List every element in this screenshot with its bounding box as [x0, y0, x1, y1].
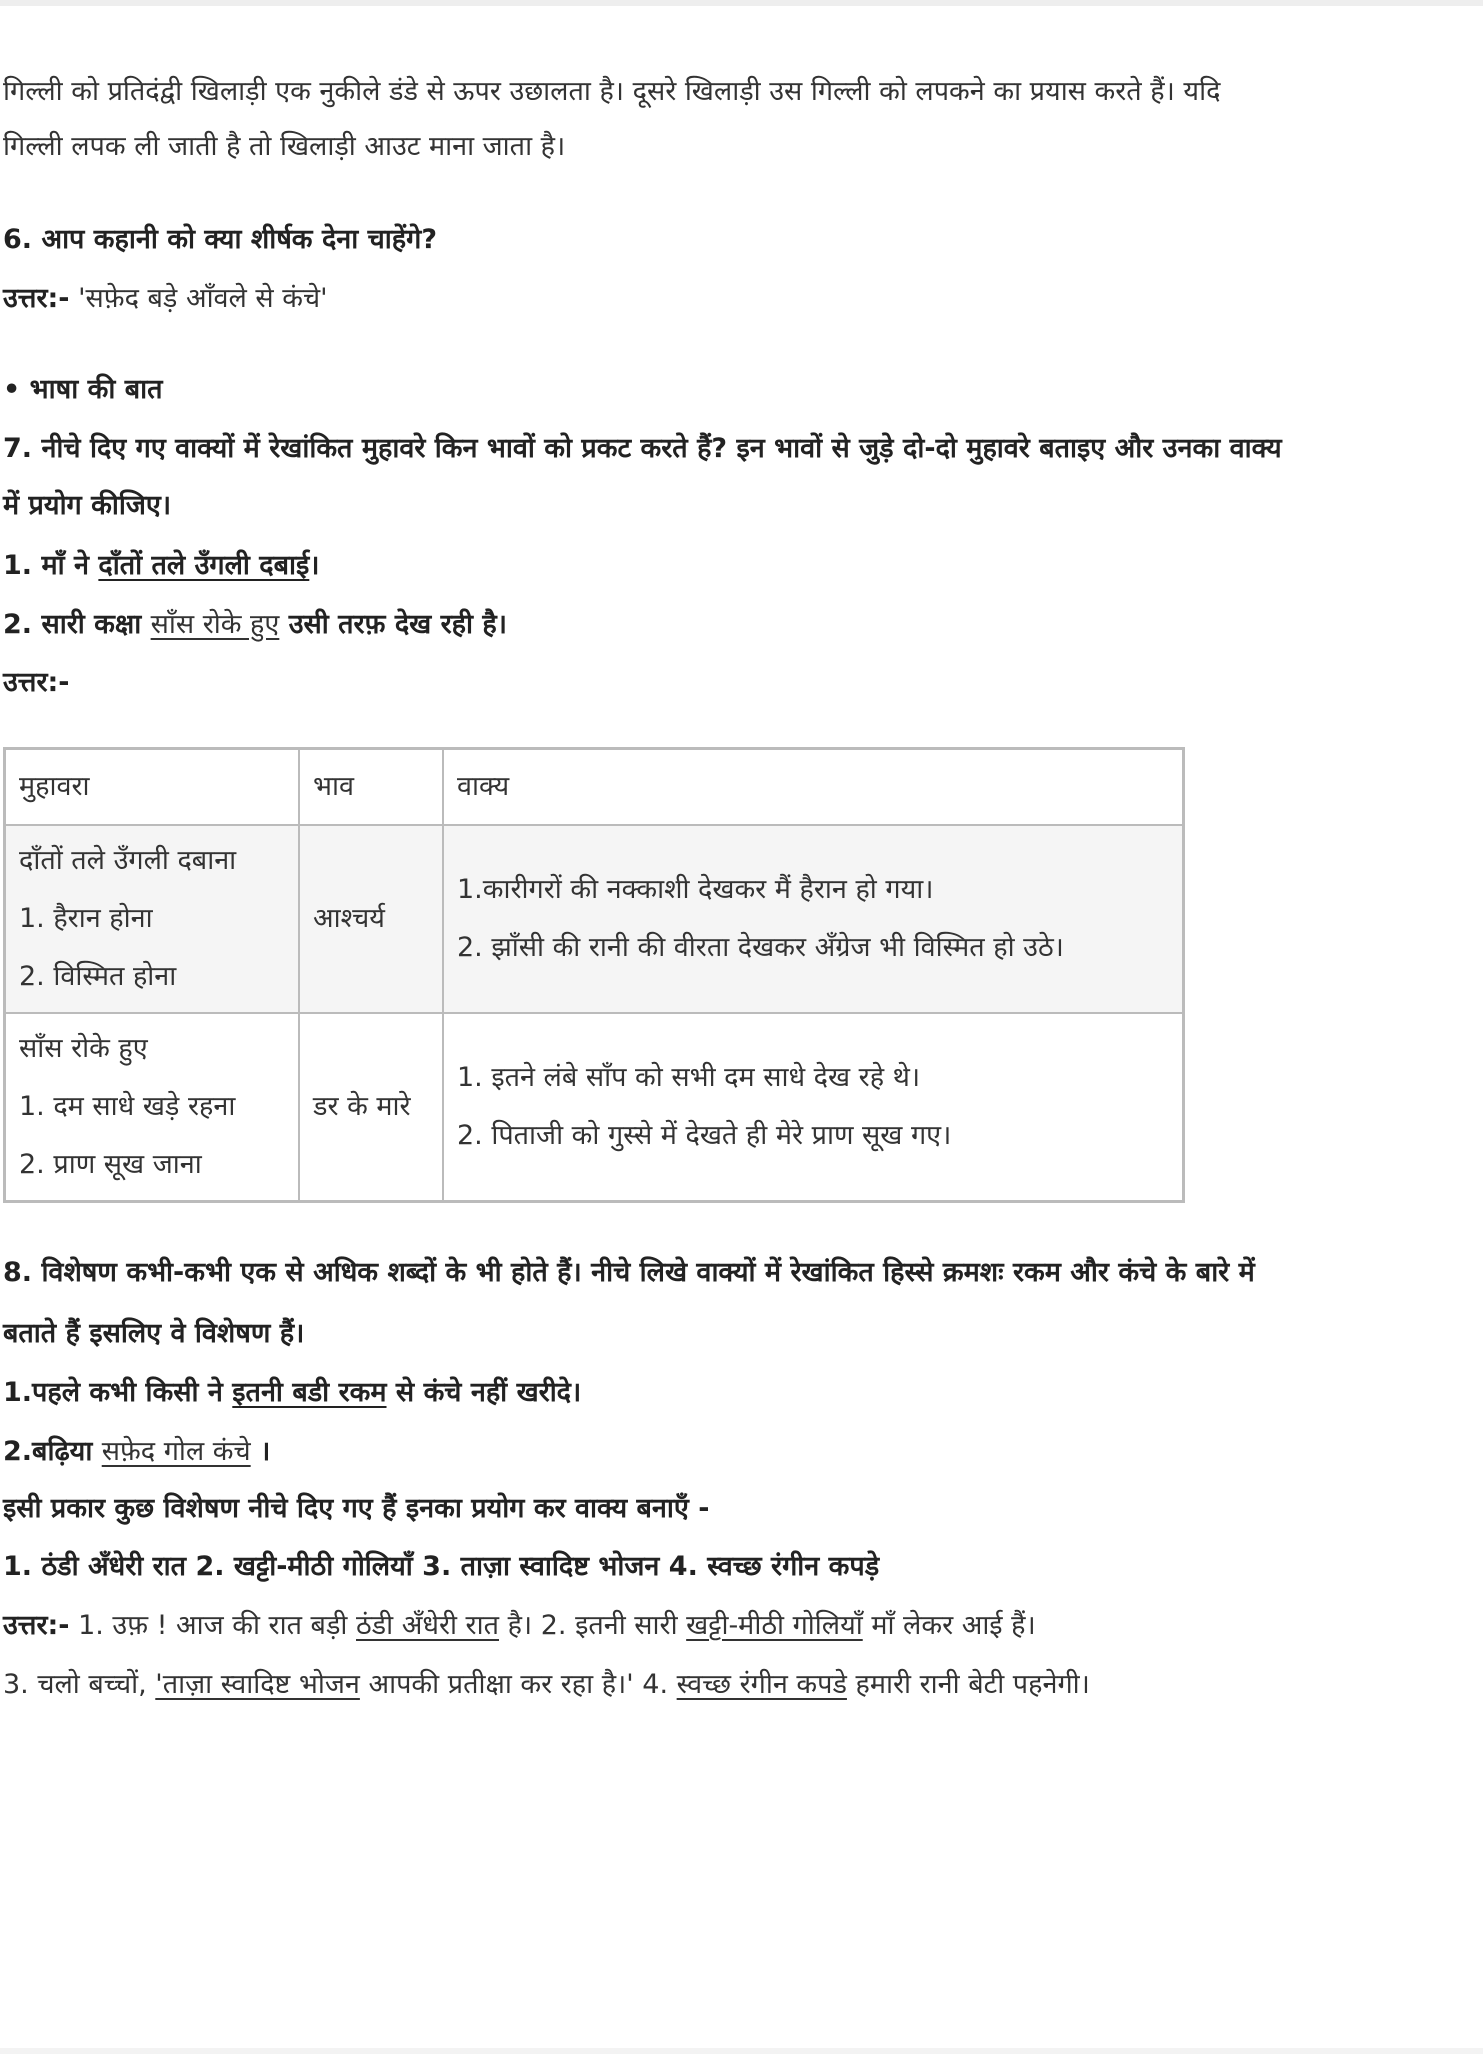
q8-items: 1. ठंडी अँधेरी रात 2. खट्टी-मीठी गोलियाँ 3. ताज़ा स्वादिष्ट भोजन 4. स्वच्छ रंगीन कपड़े [3, 1551, 880, 1582]
section-heading: • भाषा की बात [3, 374, 163, 405]
bhav-cell: आश्चर्य [299, 825, 443, 1013]
header-idiom: मुहावरा [5, 749, 300, 826]
q8-answer-1 [3, 1606, 1036, 1646]
text: उसी तरफ़ देख रही है। [279, 609, 507, 640]
answer-label: उत्तर:- [3, 1610, 70, 1641]
q7-question-1: 7. नीचे दिए गए वाक्यों में रेखांकित मुहावरे किन भावों को प्रकट करते हैं? इन भावों से जुड़े दो-दो मुहावरे बताइए और उनका वाक्य [3, 433, 1282, 464]
table-row [5, 825, 1184, 1013]
sentence: 2. झाँसी की रानी की वीरता देखकर अँग्रेज भी विस्मित हो उठे। [457, 932, 1064, 963]
bottom-bar [0, 2048, 1483, 2054]
intro-line-2: गिल्ली लपक ली जाती है तो खिलाड़ी आउट माना जाता है। [3, 131, 566, 162]
q8-line-1: 8. विशेषण कभी-कभी एक से अधिक शब्दों के भी होते हैं। नीचे लिखे वाक्यों में रेखांकित हिस्से क्रमशः रकम और कंचे के बारे में [3, 1257, 1255, 1288]
text: से कंचे नहीं खरीदे। [386, 1377, 582, 1408]
sentence: 1.कारीगरों की नक्काशी देखकर मैं हैरान हो गया। [457, 874, 934, 905]
sentence: 2. पिताजी को गुस्से में देखते ही मेरे प्राण सूख गए। [457, 1120, 952, 1151]
text: 2.बढ़िया [3, 1436, 102, 1467]
underlined-idiom: साँस रोके हुए [150, 609, 280, 640]
answer-label: उत्तर:- [3, 283, 70, 314]
idiom: दाँतों तले उँगली दबाना [19, 845, 237, 876]
q8-example-1 [3, 1373, 581, 1413]
text: 2. सारी कक्षा [3, 609, 151, 640]
text: माँ लेकर आई हैं। [862, 1610, 1036, 1641]
text: । [250, 1436, 271, 1467]
text: 1.पहले कभी किसी ने [3, 1377, 233, 1408]
text: आपकी प्रतीक्षा कर रहा है।' 4. [359, 1669, 677, 1700]
q8-answer-2 [3, 1665, 1090, 1705]
underlined-adjective: स्वच्छ रंगीन कपडे [676, 1669, 847, 1700]
text: 3. चलो बच्चों, [3, 1669, 156, 1700]
idiom-table [3, 747, 1185, 1203]
q7-question-2: में प्रयोग कीजिए। [3, 490, 172, 521]
idiom-cell [5, 1013, 300, 1202]
q6-question: 6. आप कहानी को क्या शीर्षक देना चाहेंगे? [3, 224, 437, 255]
header-sentence: वाक्य [443, 749, 1184, 826]
answer-text: 'सफ़ेद बड़े आँवले से कंचे' [69, 283, 328, 314]
header-bhav: भाव [299, 749, 443, 826]
underlined-adjective: सफ़ेद गोल कंचे [101, 1436, 251, 1467]
text: 1. उफ़ ! आज की रात बड़ी [69, 1610, 356, 1641]
underlined-adjective: खट्टी-मीठी गोलियाँ [686, 1610, 863, 1641]
q8-line-2: बताते हैं इसलिए वे विशेषण हैं। [3, 1318, 305, 1349]
idiom-cell [5, 825, 300, 1013]
sentence-cell [443, 1013, 1184, 1202]
q7-answer-label: उत्तर:- [3, 667, 70, 698]
sentence: 1. इतने लंबे साँप को सभी दम साधे देख रहे थे। [457, 1062, 921, 1093]
text: हमारी रानी बेटी पहनेगी। [846, 1669, 1090, 1700]
underlined-adjective: 'ताज़ा स्वादिष्ट भोजन [155, 1669, 360, 1700]
q6-answer [3, 279, 328, 319]
q8-example-2 [3, 1432, 270, 1472]
idiom-meaning: 2. प्राण सूख जाना [19, 1149, 202, 1180]
text: । [309, 550, 320, 581]
sentence-cell [443, 825, 1184, 1013]
idiom-meaning: 1. दम साधे खड़े रहना [19, 1091, 236, 1122]
text: है। 2. इतनी सारी [499, 1610, 687, 1641]
q7-sentence-2 [3, 605, 507, 645]
underlined-adjective: ठंडी अँधेरी रात [356, 1610, 499, 1641]
underlined-adjective: इतनी बडी रकम [232, 1377, 387, 1408]
idiom: साँस रोके हुए [19, 1033, 148, 1064]
underlined-idiom: दाँतों तले उँगली दबाई [98, 550, 310, 581]
idiom-meaning: 2. विस्मित होना [19, 961, 177, 992]
intro-line-1: गिल्ली को प्रतिदंद्वी खिलाड़ी एक नुकीले डंडे से ऊपर उछालता है। दूसरे खिलाड़ी उस गिल्ली को लपकने का प्रयास करते हैं। यदि [3, 76, 1221, 107]
top-bar [0, 0, 1483, 6]
table-header-row [5, 749, 1184, 826]
q7-sentence-1 [3, 546, 320, 586]
text: 1. माँ ने [3, 550, 99, 581]
idiom-meaning: 1. हैरान होना [19, 903, 153, 934]
q8-instruction: इसी प्रकार कुछ विशेषण नीचे दिए गए हैं इनका प्रयोग कर वाक्य बनाएँ - [3, 1493, 710, 1524]
bhav-cell: डर के मारे [299, 1013, 443, 1202]
table-row [5, 1013, 1184, 1202]
